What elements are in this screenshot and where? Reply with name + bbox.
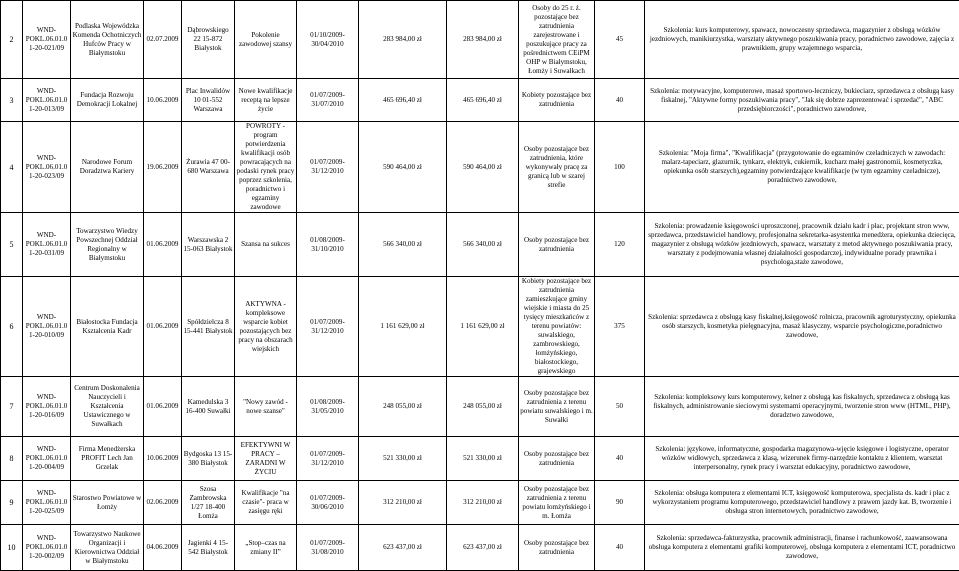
application-code: WND-POKL.06.01.01-20-025/09 [23, 481, 71, 525]
project-value: 312 210,00 zł [359, 481, 447, 525]
organization-name: Towarzystwo Naukowe Organizacji i Kierownictwa Oddział w Białymstoku [71, 525, 144, 571]
submission-date: 10.06.2009 [144, 437, 182, 481]
application-code: WND-POKL.06.01.01-20-031/09 [23, 213, 71, 277]
organization-address: Warszawska 2 15-063 Białystok [182, 213, 235, 277]
project-description: Szkolenia: językowe, informatyczne, gospodarka magazynowa-wjęcie księgowe i logistyczne, operator wózków widłowych, sprzedawca z klasą, wizerunek firmy-narzędzie kontaktu z klientem, warsztat interpersonalny, rynek pracy i warsztat edukacyjny, poradnictwo zawodowe, [645, 437, 959, 481]
table-row [1, 525, 959, 571]
organization-name: Narodowe Forum Doradztwa Kariery [71, 122, 144, 213]
table-row [1, 122, 959, 213]
participant-count: 120 [595, 213, 645, 277]
project-period: 01/10/2009-30/04/2010 [297, 1, 359, 79]
submission-date: 02.07.2009 [144, 1, 182, 79]
project-description: Szkolenia: sprzedawca z obsługą kasy fiskalnej,księgowość rolnicza, pracownik agroturystyczny, opiekunka osób starszych, kosmetyka pielęgnacyjna, masaż klasyczny, wsparcie psychologiczne,poradnictwo zawodowe, [645, 277, 959, 377]
funding-value: 465 696,40 zł [447, 79, 519, 122]
application-code: WND-POKL.06.01.01-20-010/09 [23, 277, 71, 377]
project-period: 01/07/2009-31/07/2010 [297, 79, 359, 122]
target-group: Osoby pozostające bez zatrudnienia [519, 437, 595, 481]
table-row [1, 277, 959, 377]
organization-name: Centrum Doskonalenia Nauczycieli i Kształcenia Ustawicznego w Suwałkach [71, 377, 144, 437]
submission-date: 02.06.2009 [144, 481, 182, 525]
participant-count: 40 [595, 79, 645, 122]
project-description: Szkolenia: obsługa komputera z elementami ICT, księgowość komputerowa, specjalista ds. kadr i płac z wykorzystaniem programu komputerowego, przedstawiciel handlowy z prawem jazdy kat. B, tworzenie i obsługa stron internetowych, poradnictwo zawodowe, [645, 481, 959, 525]
project-description: Szkolenia: prowadzenie księgowości uproszczonej, pracownik działu kadr i płac, projektant stron www, sprzedawca, przedstawiciel handlowy, profesjonalna sekretarka-asystentka menedżera, opiekunka dziecięca, magazynier z obsługą wózków jezdniowych, spawacz, warsztaty z metod aktywnego poszukiwania pracy, warsztaty z podejmowania własnej działalności gospodarczej, indywidualne porady prawnika i psychologa,staże zawodowe, [645, 213, 959, 277]
organization-name: Białostocka Fundacja Kształcenia Kadr [71, 277, 144, 377]
target-group: Osoby pozostające bez zatrudnienia, które wykonywały pracę za granicą lub w szarej strefie [519, 122, 595, 213]
project-value: 623 437,00 zł [359, 525, 447, 571]
project-title: "Nowy zawód - nowe szanse" [235, 377, 297, 437]
project-value: 590 464,00 zł [359, 122, 447, 213]
project-period: 01/08/2009-31/05/2010 [297, 377, 359, 437]
target-group: Osoby do 25 r. ż. pozostające bez zatrudnienia zarejestrowane i poszukujące pracy za pośrednictwem CEiPM OHP w Białymstoku, Łomży i Suwałkach [519, 1, 595, 79]
project-period: 01/07/2009-31/12/2010 [297, 122, 359, 213]
organization-address: Jagienki 4 15-542 Białystok [182, 525, 235, 571]
project-value: 566 340,00 zł [359, 213, 447, 277]
funding-value: 566 340,00 zł [447, 213, 519, 277]
participant-count: 375 [595, 277, 645, 377]
organization-name: Firma Menedżerska PROFIT Lech Jan Grzelak [71, 437, 144, 481]
funding-value: 283 984,00 zł [447, 1, 519, 79]
organization-name: Towarzystwo Wiedzy Powszechnej Oddział Regionalny w Białymstoku [71, 213, 144, 277]
target-group: Osoby pozostające bez zatrudnienia z terenu powiatu suwalskiego i m. Suwałki [519, 377, 595, 437]
target-group: Osoby pozostające bez zatrudnienia [519, 525, 595, 571]
row-number: 5 [1, 213, 23, 277]
project-value: 283 984,00 zł [359, 1, 447, 79]
submission-date: 01.06.2009 [144, 277, 182, 377]
organization-name: Fundacja Rozwoju Demokracji Lokalnej [71, 79, 144, 122]
row-number: 6 [1, 277, 23, 377]
funding-value: 248 055,00 zł [447, 377, 519, 437]
organization-address: Bydgoska 13 15-380 Białystok [182, 437, 235, 481]
project-title: Nowe kwalifikacje receptą na lepsze życie [235, 79, 297, 122]
project-period: 01/07/2009-31/08/2010 [297, 525, 359, 571]
row-number: 4 [1, 122, 23, 213]
submission-date: 10.06.2009 [144, 79, 182, 122]
participant-count: 45 [595, 1, 645, 79]
organization-address: Plac Inwalidów 10 01-552 Warszawa [182, 79, 235, 122]
target-group: Kobiety pozostające bez zatrudnienia [519, 79, 595, 122]
organization-address: Kamedulska 3 16-400 Suwałki [182, 377, 235, 437]
project-value: 1 161 629,00 zł [359, 277, 447, 377]
submission-date: 01.06.2009 [144, 213, 182, 277]
funding-value: 521 330,00 zł [447, 437, 519, 481]
project-title: AKTYWNA - kompleksowe wsparcie kobiet pozostających bez pracy na obszarach wiejskich [235, 277, 297, 377]
project-title: „Stop–czas na zmiany II” [235, 525, 297, 571]
target-group: Osoby pozostające bez zatrudnienia z terenu powiatu łomżyńskiego i m. Łomża [519, 481, 595, 525]
project-value: 465 696,40 zł [359, 79, 447, 122]
project-title: Szansa na sukces [235, 213, 297, 277]
application-code: WND-POKL.06.01.01-20-023/09 [23, 122, 71, 213]
project-description: Szkolenia: kurs komputerowy, spawacz, nowoczesny sprzedawca, magazynier z obsługą wózków jezdniowych, manikiurzystka, warsztaty aktywnego poszukiwania pracy, poradnictwo zawodowe, zajęcia z prawnikiem, grupy wzajemnego wsparcia, [645, 1, 959, 79]
submission-date: 19.06.2009 [144, 122, 182, 213]
target-group: Osoby pozostające bez zatrudnienia [519, 213, 595, 277]
participant-count: 100 [595, 122, 645, 213]
application-code: WND-POKL.06.01.01-20-016/09 [23, 377, 71, 437]
project-period: 01/07/2009-30/06/2010 [297, 481, 359, 525]
row-number: 8 [1, 437, 23, 481]
application-code: WND-POKL.06.01.01-20-021/09 [23, 1, 71, 79]
participant-count: 40 [595, 525, 645, 571]
row-number: 10 [1, 525, 23, 571]
application-code: WND-POKL.06.01.01-20-002/09 [23, 525, 71, 571]
row-number: 3 [1, 79, 23, 122]
participant-count: 40 [595, 437, 645, 481]
table-row [1, 481, 959, 525]
table-row [1, 1, 959, 79]
project-title: Kwalifikacje "na czasie"- praca w zasięgu ręki [235, 481, 297, 525]
project-period: 01/07/2009-31/12/2010 [297, 277, 359, 377]
project-description: Szkolenia: sprzedawca-fakturzystka, pracownik administracji, finanse i rachunkowość, zaawansowana obsługa komputera z elementami grafiki komputerowej, obsługa komputera z elementami ICT, poradnictwo zawodowe, [645, 525, 959, 571]
row-number: 7 [1, 377, 23, 437]
row-number: 9 [1, 481, 23, 525]
participant-count: 90 [595, 481, 645, 525]
project-period: 01/07/2009-31/12/2010 [297, 437, 359, 481]
application-code: WND-POKL.06.01.01-20-013/09 [23, 79, 71, 122]
project-description: Szkolenia: "Moja firma", "Kwalifikacja" (przygotowanie do egzaminów czeladniczych w zawodach: malarz-tapeciarz, glazurnik, tynkarz, elektryk, cukiernik, kucharz małej gastronomii, kosmetyczka, opiekunka osób starszych),egzaminy potwierdzające kwalifikacje (w tym egzaminy czeladnicze), poradnictwo zawodowe, [645, 122, 959, 213]
application-code: WND-POKL.06.01.01-20-004/09 [23, 437, 71, 481]
table-row [1, 437, 959, 481]
project-title: Pokolenie zawodowej szansy [235, 1, 297, 79]
project-value: 248 055,00 zł [359, 377, 447, 437]
funding-value: 623 437,00 zł [447, 525, 519, 571]
submission-date: 04.06.2009 [144, 525, 182, 571]
organization-address: Żurawia 47 00-680 Warszawa [182, 122, 235, 213]
funding-value: 312 210,00 zł [447, 481, 519, 525]
table-row [1, 377, 959, 437]
project-description: Szkolenia: motywacyjne, komputerowe, masaż sportowo-leczniczy, bukieciarz, sprzedawca z obsługą kasy fiskalnej, "Aktywne formy poszukiwania pracy", "Jak się dobrze zaprezentować i sprzedać", "ABC przedsiębiorczości", poradnictwo zawodowe, [645, 79, 959, 122]
project-period: 01/08/2009-31/10/2010 [297, 213, 359, 277]
submission-date: 01.06.2009 [144, 377, 182, 437]
project-value: 521 330,00 zł [359, 437, 447, 481]
funding-value: 590 464,00 zł [447, 122, 519, 213]
table-row [1, 79, 959, 122]
funding-value: 1 161 629,00 zł [447, 277, 519, 377]
organization-address: Spółdzielcza 8 15-441 Białystok [182, 277, 235, 377]
target-group: Kobiety pozostające bez zatrudnienia zamieszkujące gminy wiejskie i miasta do 25 tysięcy mieszkańców z terenu powiatów: suwalskiego, zambrowskiego, łomżyńskiego, białostockiego, grajewskiego [519, 277, 595, 377]
project-title: EFEKTYWNI W PRACY – ZARADNI W ŻYCIU [235, 437, 297, 481]
organization-address: Szosa Zambrowska 1/27 18-400 Łomża [182, 481, 235, 525]
organization-name: Starostwo Powiatowe w Łomży [71, 481, 144, 525]
organization-name: Podlaska Wojewódzka Komenda Ochotniczych Hufców Pracy w Białymstoku [71, 1, 144, 79]
project-description: Szkolenia: kompleksowy kurs komputerowy, kelner z obsługą kas fiskalnych, sprzedawca z obsługą kas fiskalnych, administrowanie sieciowymi systemami operacyjnymi, tworzenie stron www (HTML, PHP), doradztwo zawodowe, [645, 377, 959, 437]
participant-count: 50 [595, 377, 645, 437]
organization-address: Dąbrowskiego 22 15-872 Białystok [182, 1, 235, 79]
table-row [1, 213, 959, 277]
row-number: 2 [1, 1, 23, 79]
project-title: POWROTY - program potwierdzenia kwalifikacji osób powracających na podaski rynek pracy poprzez szkolenia, poradnictwo i egzaminy zawodowe [235, 122, 297, 213]
